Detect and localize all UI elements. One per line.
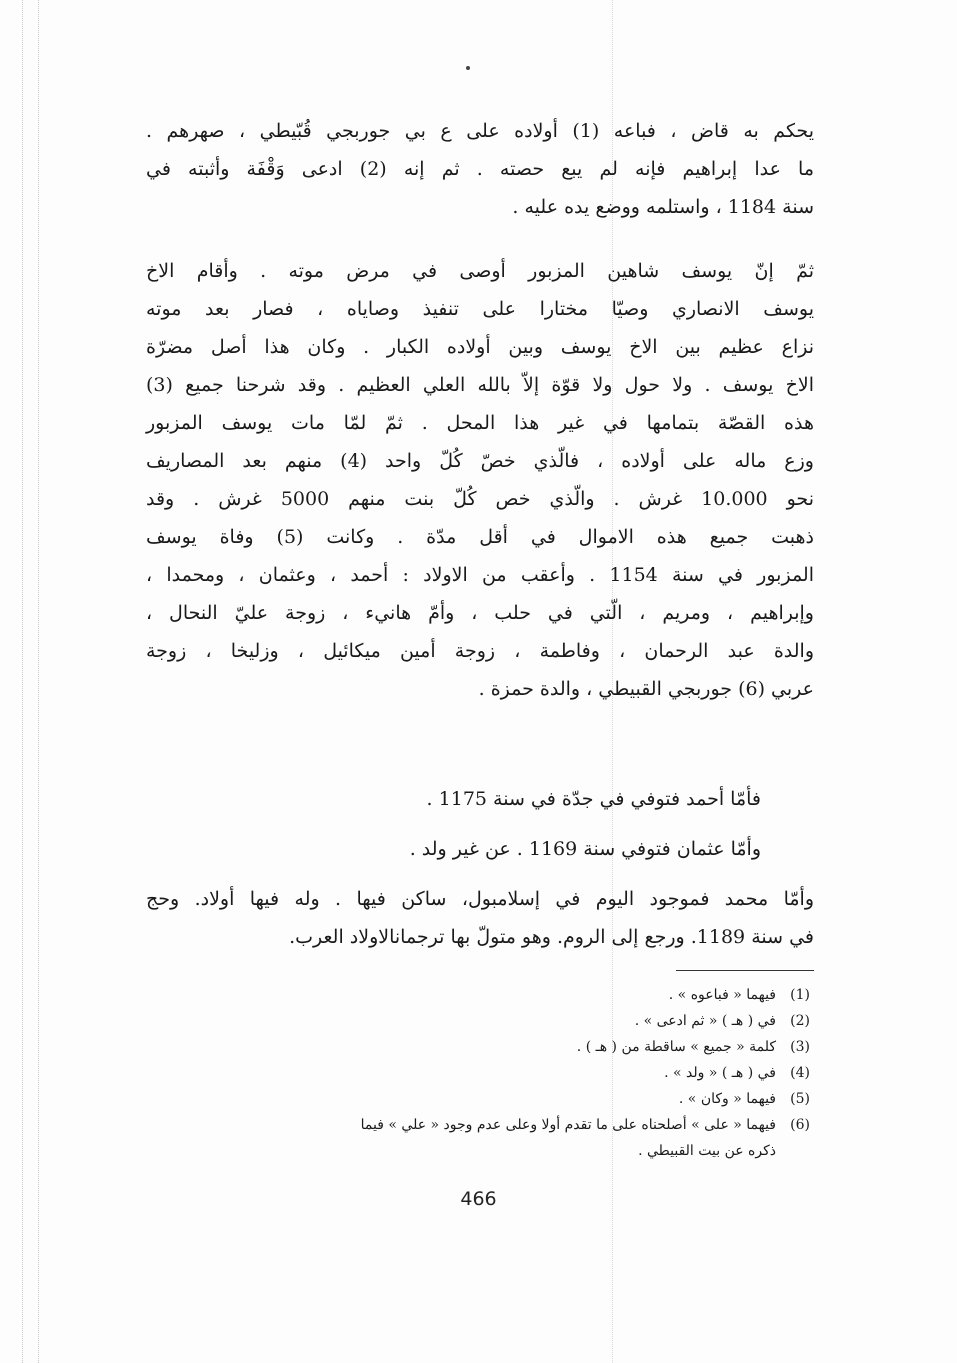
paragraph-3 [427, 780, 761, 818]
paragraph-5 [146, 880, 814, 956]
text-line: وأمّا محمد فموجود اليوم في إسلامبول، ساكن فيها . وله فيها أولاد. وحج [146, 888, 814, 910]
text-line: هذه القصّة بتمامها في غير هذا المحل . ثمّ لمّا مات يوسف المزبور [146, 412, 814, 434]
text-line: الاخ يوسف . ولا حول ولا قوّة إلاّ بالله العلي العظيم . وقد شرحنا جميع (3) [146, 374, 814, 396]
footnote-item [146, 1034, 814, 1060]
text-line: نحو 10.000 غرش . والّذي خص كُلّ بنت منهم 5000 غرش . وقد [146, 488, 814, 510]
footnote-text: في ( هـ ) « ولد » . [664, 1065, 776, 1081]
scan-artifact-line [38, 0, 39, 1363]
text-line: عربي (6) جوربجي القبيطي ، والدة حمزة . [478, 678, 814, 700]
text-line: في سنة 1189. ورجع إلى الروم. وهو متولّ بها ترجمانالاولاد العرب. [289, 926, 814, 948]
text-line: المزبور في سنة 1154 . وأعقب من الاولاد : أحمد ، وعثمان ، ومحمدا ، [146, 564, 814, 586]
footnote-number: (3) [790, 1039, 810, 1055]
footnote-number: (4) [790, 1065, 810, 1081]
paragraph-2 [146, 252, 814, 708]
text-line: ما عدا إبراهيم فإنه لم يبع حصته . ثم إنه (2) ادعى وَقْفَة وأثبته في [146, 158, 815, 180]
footnote-text: كلمة « جميع » ساقطة من ( هـ ) . [576, 1039, 776, 1055]
footnote-text: في ( هـ ) « ثم ادعى » . [634, 1013, 776, 1029]
scan-artifact-line [22, 0, 23, 1363]
text-line: فأمّا أحمد فتوفي في جدّة في سنة 1175 . [426, 788, 761, 810]
text-line: وأمّا عثمان فتوفي سنة 1169 . عن غير ولد . [409, 838, 761, 860]
text-line: وإبراهيم ، ومريم ، الّتي في حلب ، وأمّ هانيء ، زوجة عليّ النحال ، [146, 602, 814, 624]
text-line: والدة عبد الرحمان ، وفاطمة ، زوجة أمين ميكائيل ، وزليخا ، زوجة [146, 640, 814, 662]
footnote-item [146, 1060, 814, 1086]
text-line: وزع ماله على أولاده ، فالّذي خصّ كُلّ واحد (4) منهم بعد المصاريف [146, 450, 814, 472]
paragraph-4 [410, 830, 761, 868]
footnote-item [146, 1112, 814, 1138]
footnote-text: فيهما « فباعوه » . [668, 987, 776, 1003]
footnote-text: فيهما « وكان » . [678, 1091, 776, 1107]
footnote-number: (5) [790, 1091, 810, 1107]
top-dot-mark [466, 66, 470, 70]
footnote-number: (2) [790, 1013, 810, 1029]
text-line: يحكم به قاض ، فباعه (1) أولاده على ع بي جوربجي قُبّيطي ، صهرهم . [146, 120, 814, 142]
footnotes [146, 982, 814, 1164]
footnote-separator [676, 970, 814, 971]
page-number: 466 [460, 1188, 497, 1210]
footnote-text: ذكره عن بيت القبيطي . [638, 1143, 776, 1159]
text-line: يوسف الانصاري وصيّا مختارا على تنفيذ وصاياه ، فصار بعد موته [146, 298, 814, 320]
footnote-item [146, 1086, 814, 1112]
footnote-number: (6) [790, 1117, 810, 1133]
footnote-number: (1) [790, 987, 810, 1003]
paragraph-1 [146, 112, 814, 226]
footnote-item [146, 1008, 814, 1034]
text-line: نزاع عظيم بين الاخ يوسف وبين أولاده الكبار . وكان هذا أصل مضرّة [146, 336, 814, 358]
footnote-item [146, 982, 814, 1008]
footnote-item-continuation [146, 1138, 814, 1164]
footnote-text: فيهما « على » أصلحناه على ما تقدم أولا وعلى عدم وجود « علي » فيما [360, 1117, 776, 1133]
text-line: سنة 1184 ، واستلمه ووضع يده عليه . [512, 196, 814, 218]
text-line: ذهبت جميع هذه الاموال في أقل مدّة . وكانت (5) وفاة يوسف [146, 526, 815, 548]
text-line: ثمّ إنّ يوسف شاهين المزبور أوصى في مرض موته . وأقام الاخ [146, 260, 814, 282]
